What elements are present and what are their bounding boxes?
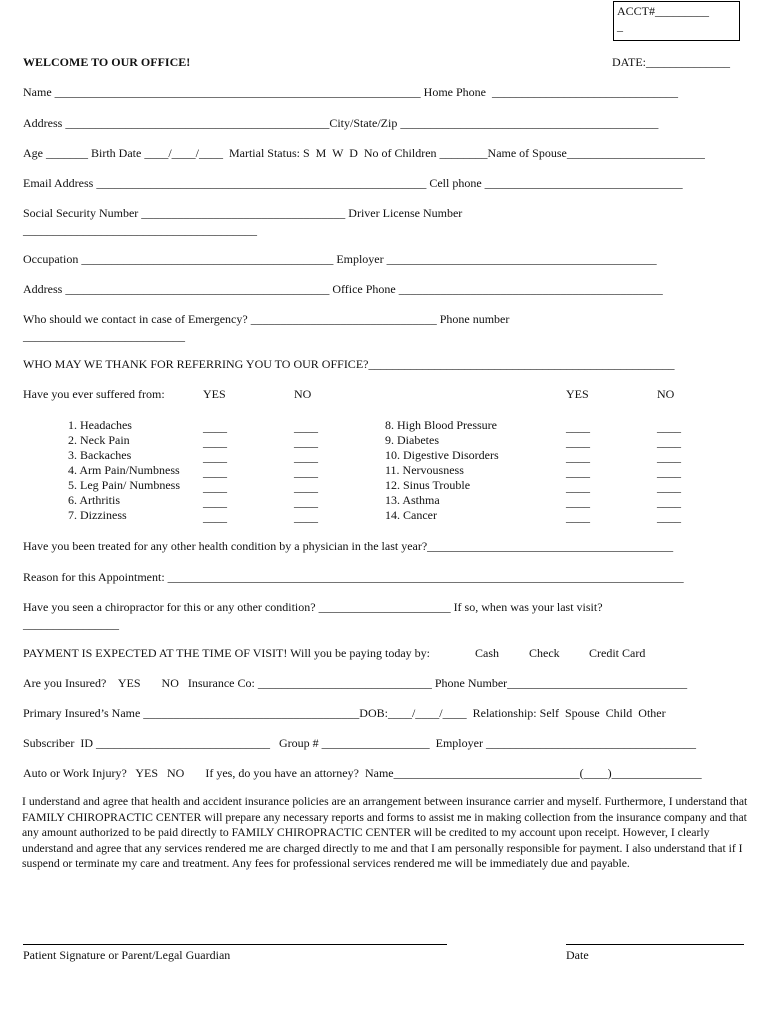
insurance-company-row[interactable]: Are you Insured? YES NO Insurance Co: _____________________________ Phone Number______________________________ xyxy=(23,676,688,690)
yes-blank[interactable]: ____ xyxy=(566,420,590,434)
condition-item: 4. Arm Pain/Numbness xyxy=(68,463,180,477)
no-header-right: NO xyxy=(657,387,675,401)
chiropractor-question-row[interactable]: Have you seen a chiropractor for this or any other condition? ______________________ If so, when was your last visit? xyxy=(23,600,603,614)
account-number-continuation: _ xyxy=(617,19,623,33)
yes-blank[interactable]: ____ xyxy=(203,420,227,434)
no-blank[interactable]: ____ xyxy=(657,435,681,449)
referral-row[interactable]: WHO MAY WE THANK FOR REFERRING YOU TO OUR OFFICE?___________________________________________________ xyxy=(23,357,675,371)
account-number-label: ACCT#_________ xyxy=(617,4,710,18)
occupation-employer-row[interactable]: Occupation __________________________________________ Employer _____________________________________________ xyxy=(23,252,657,266)
yes-blank[interactable]: ____ xyxy=(566,480,590,494)
address-city-state-zip-row[interactable]: Address ____________________________________________City/State/Zip ___________________________________________ xyxy=(23,116,659,130)
no-blank[interactable]: ____ xyxy=(657,450,681,464)
yes-header-right: YES xyxy=(566,387,589,401)
welcome-heading: WELCOME TO OUR OFFICE! xyxy=(23,55,191,69)
yes-blank[interactable]: ____ xyxy=(203,465,227,479)
no-blank[interactable]: ____ xyxy=(657,510,681,524)
account-number-box[interactable] xyxy=(613,1,740,41)
driver-license-line[interactable]: _______________________________________ xyxy=(23,223,257,237)
reason-for-appointment-row[interactable]: Reason for this Appointment: ______________________________________________________________________________________ xyxy=(23,570,684,584)
payment-check-option[interactable]: Check xyxy=(529,646,560,660)
no-blank[interactable]: ____ xyxy=(294,465,318,479)
primary-insured-row[interactable]: Primary Insured’s Name ____________________________________DOB:____/____/____ Relationship: Self Spouse Child Other xyxy=(23,706,666,720)
no-blank[interactable]: ____ xyxy=(294,495,318,509)
date-label: Date xyxy=(566,948,589,962)
no-blank[interactable]: ____ xyxy=(657,465,681,479)
patient-signature-label: Patient Signature or Parent/Legal Guardian xyxy=(23,948,231,962)
yes-blank[interactable]: ____ xyxy=(203,450,227,464)
yes-blank[interactable]: ____ xyxy=(566,495,590,509)
condition-item: 2. Neck Pain xyxy=(68,433,130,447)
condition-item: 3. Backaches xyxy=(68,448,132,462)
employer-address-office-phone-row[interactable]: Address ____________________________________________ Office Phone ____________________________________________ xyxy=(23,282,663,296)
no-blank[interactable]: ____ xyxy=(657,495,681,509)
emergency-phone-line[interactable]: ___________________________ xyxy=(23,329,185,343)
name-home-phone-row[interactable]: Name _____________________________________________________________ Home Phone _______________________________ xyxy=(23,85,678,99)
condition-item: 14. Cancer xyxy=(385,508,437,522)
no-blank[interactable]: ____ xyxy=(657,480,681,494)
yes-blank[interactable]: ____ xyxy=(566,435,590,449)
ssn-driver-license-row[interactable]: Social Security Number __________________________________ Driver License Number xyxy=(23,206,463,220)
condition-item: 11. Nervousness xyxy=(385,463,464,477)
patient-signature-line[interactable] xyxy=(23,944,447,945)
date-field[interactable]: DATE:______________ xyxy=(612,55,730,69)
no-blank[interactable]: ____ xyxy=(294,435,318,449)
condition-item: 6. Arthritis xyxy=(68,493,121,507)
condition-item: 8. High Blood Pressure xyxy=(385,418,497,432)
yes-blank[interactable]: ____ xyxy=(566,510,590,524)
signature-date-line[interactable] xyxy=(566,944,744,945)
age-birthdate-marital-row[interactable]: Age _______ Birth Date ____/____/____ Martial Status: S M W D No of Children ________Name of Spouse_______________________ xyxy=(23,146,705,160)
yes-blank[interactable]: ____ xyxy=(566,450,590,464)
payment-question: PAYMENT IS EXPECTED AT THE TIME OF VISIT! Will you be paying today by: xyxy=(23,646,430,660)
condition-item: 7. Dizziness xyxy=(68,508,127,522)
no-blank[interactable]: ____ xyxy=(294,510,318,524)
condition-item: 10. Digestive Disorders xyxy=(385,448,499,462)
auto-work-injury-row[interactable]: Auto or Work Injury? YES NO If yes, do you have an attorney? Name_______________________________(____)_______________ xyxy=(23,766,702,780)
condition-item: 5. Leg Pain/ Numbness xyxy=(68,478,180,492)
condition-item: 13. Asthma xyxy=(385,493,440,507)
condition-item: 9. Diabetes xyxy=(385,433,439,447)
emergency-contact-row[interactable]: Who should we contact in case of Emergency? _______________________________ Phone number xyxy=(23,312,510,326)
no-blank[interactable]: ____ xyxy=(294,480,318,494)
no-blank[interactable]: ____ xyxy=(294,450,318,464)
condition-item: 12. Sinus Trouble xyxy=(385,478,471,492)
last-visit-line[interactable]: ________________ xyxy=(23,617,119,631)
payment-cash-option[interactable]: Cash xyxy=(475,646,499,660)
yes-blank[interactable]: ____ xyxy=(203,510,227,524)
condition-item: 1. Headaches xyxy=(68,418,132,432)
no-blank[interactable]: ____ xyxy=(294,420,318,434)
yes-blank[interactable]: ____ xyxy=(566,465,590,479)
subscriber-group-employer-row[interactable]: Subscriber ID _____________________________ Group # __________________ Employer ___________________________________ xyxy=(23,736,696,750)
no-header-left: NO xyxy=(294,387,312,401)
treated-question-row[interactable]: Have you been treated for any other health condition by a physician in the last year?_________________________________________ xyxy=(23,539,674,553)
email-cell-phone-row[interactable]: Email Address _______________________________________________________ Cell phone _________________________________ xyxy=(23,176,683,190)
financial-agreement-paragraph: I understand and agree that health and accident insurance policies are an arrangement between insurance carrier and myself. Furthermore, I understand that FAMILY CHIROPRACTIC CENTER will prepare any necessary reports and forms to assist me in making collection from the insurance company and that any amount authorized to be paid directly to FAMILY CHIROPRACTIC CENTER will be credited to my account upon receipt. However, I clearly understand and agree that any services rendered me are charged directly to me and that I am personally responsible for payment. I also understand that if I suspend or terminate my care and treatment. Any fees for professional services rendered me will be immediately due and payable. xyxy=(22,795,748,870)
yes-blank[interactable]: ____ xyxy=(203,480,227,494)
no-blank[interactable]: ____ xyxy=(657,420,681,434)
payment-credit-card-option[interactable]: Credit Card xyxy=(589,646,646,660)
yes-header-left: YES xyxy=(203,387,226,401)
yes-blank[interactable]: ____ xyxy=(203,435,227,449)
yes-blank[interactable]: ____ xyxy=(203,495,227,509)
suffered-question: Have you ever suffered from: xyxy=(23,387,165,401)
